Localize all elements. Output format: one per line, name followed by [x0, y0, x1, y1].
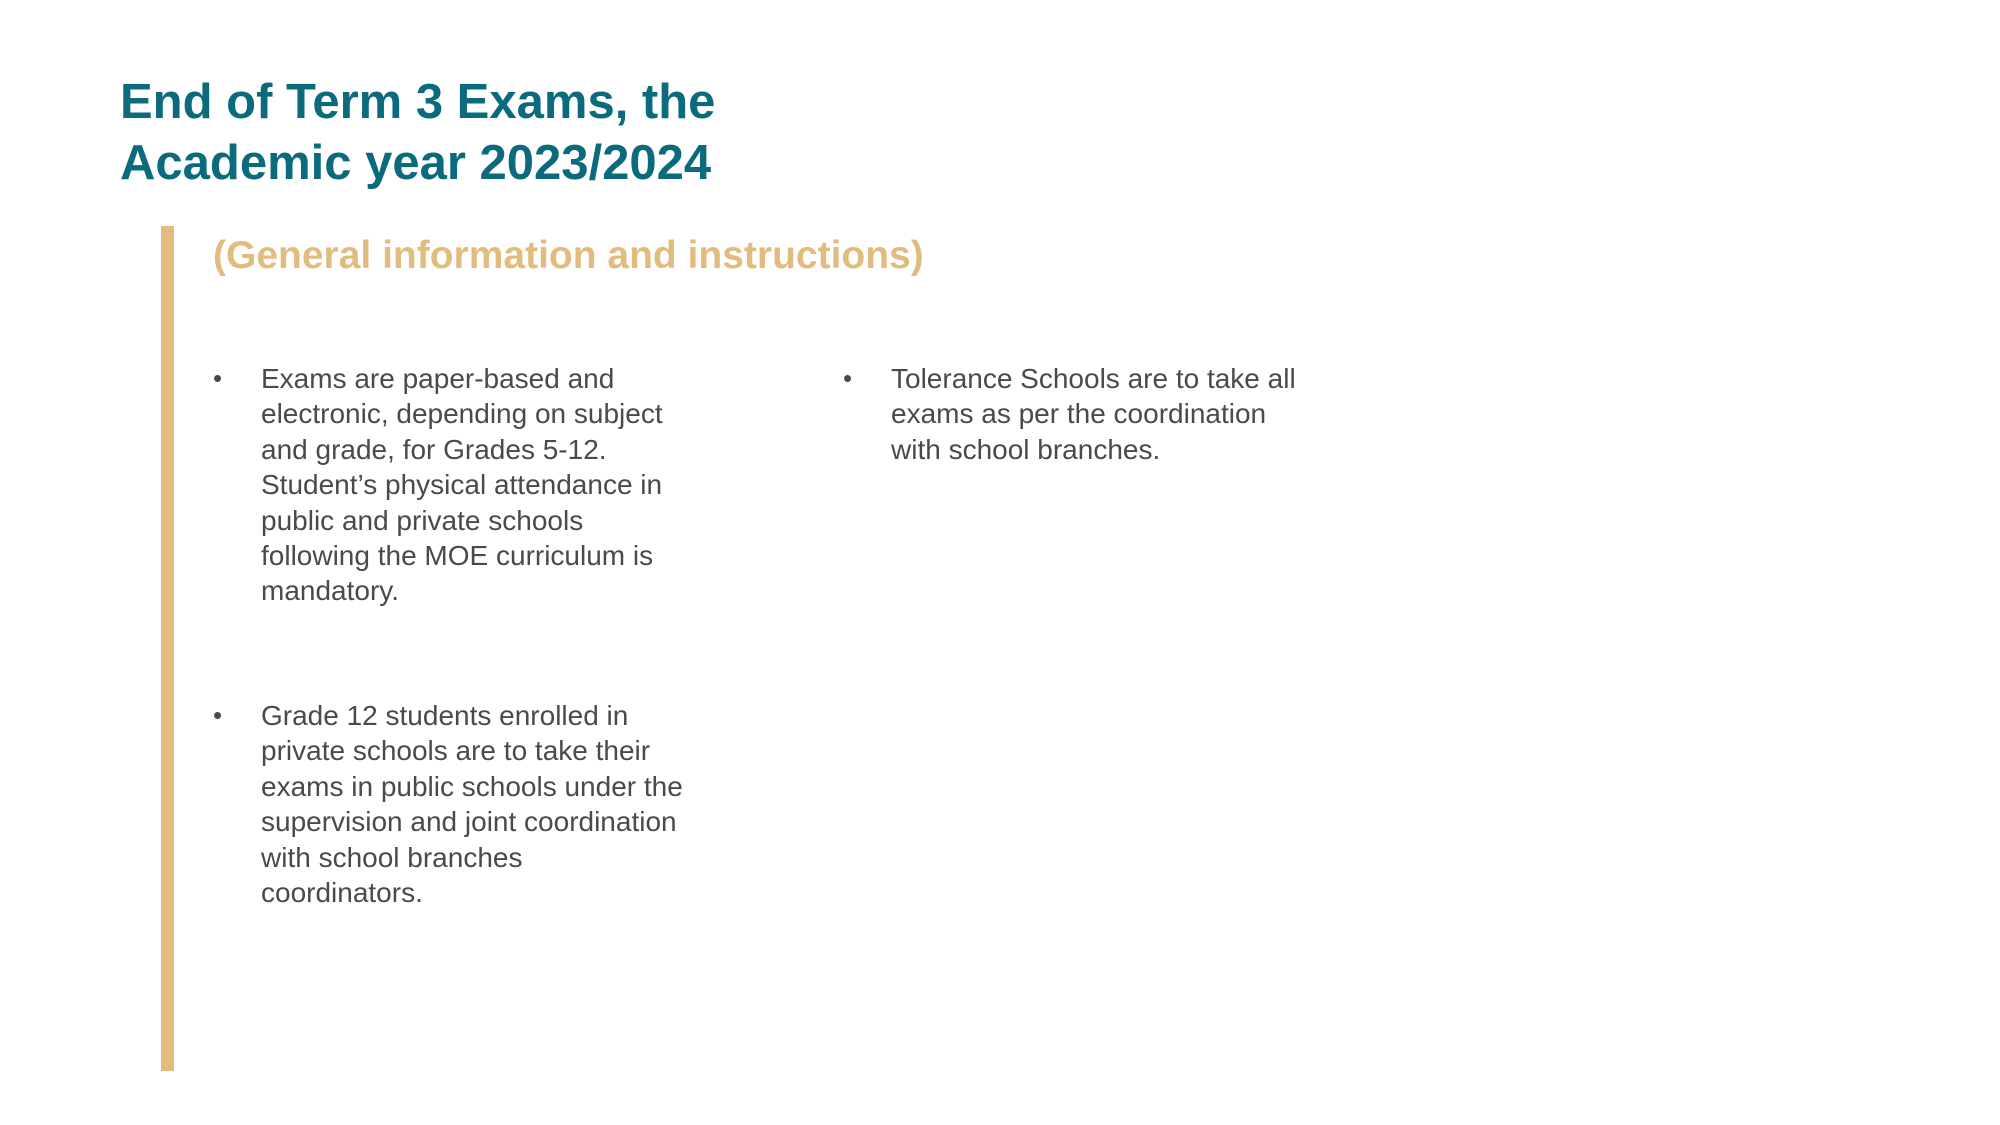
- slide-title-line: End of Term 3 Exams, the: [120, 75, 716, 129]
- bullet-line: following the MOE curriculum is: [261, 540, 654, 572]
- bullet-line: exams in public schools under the: [261, 770, 683, 802]
- slide-title: [120, 72, 715, 194]
- bullet-line: private schools are to take their: [261, 735, 651, 767]
- bullet-item-paper-electronic-exams: [213, 361, 733, 611]
- bullet-line: Student’s physical attendance in: [261, 469, 663, 501]
- bullet-line: supervision and joint coordination: [261, 806, 677, 838]
- bullet-text: [261, 698, 683, 910]
- bullet-line: exams as per the coordination: [891, 398, 1267, 430]
- slide-subtitle: (General information and instructions): [213, 234, 924, 277]
- bullet-line: Exams are paper-based and: [261, 363, 615, 394]
- bullet-item-tolerance-schools: [843, 361, 1363, 471]
- bullet-line: mandatory.: [261, 575, 399, 607]
- slide-title-line: Academic year 2023/2024: [120, 136, 712, 190]
- bullet-icon: •: [213, 363, 223, 393]
- bullet-line: coordinators.: [261, 877, 423, 909]
- bullet-line: Tolerance Schools are to take all: [891, 363, 1296, 394]
- bullet-line: Grade 12 students enrolled in: [261, 700, 629, 731]
- accent-bar: [161, 226, 174, 1071]
- bullet-text: [261, 361, 663, 609]
- bullet-icon: •: [213, 700, 223, 730]
- bullet-line: with school branches.: [891, 433, 1161, 465]
- bullet-text: [891, 361, 1296, 467]
- bullet-line: public and private schools: [261, 504, 584, 536]
- bullet-line: with school branches: [261, 841, 523, 873]
- bullet-item-grade-12-private-schools: [213, 698, 733, 913]
- bullet-line: and grade, for Grades 5-12.: [261, 433, 607, 465]
- bullet-line: electronic, depending on subject: [261, 398, 663, 430]
- bullet-icon: •: [843, 363, 853, 393]
